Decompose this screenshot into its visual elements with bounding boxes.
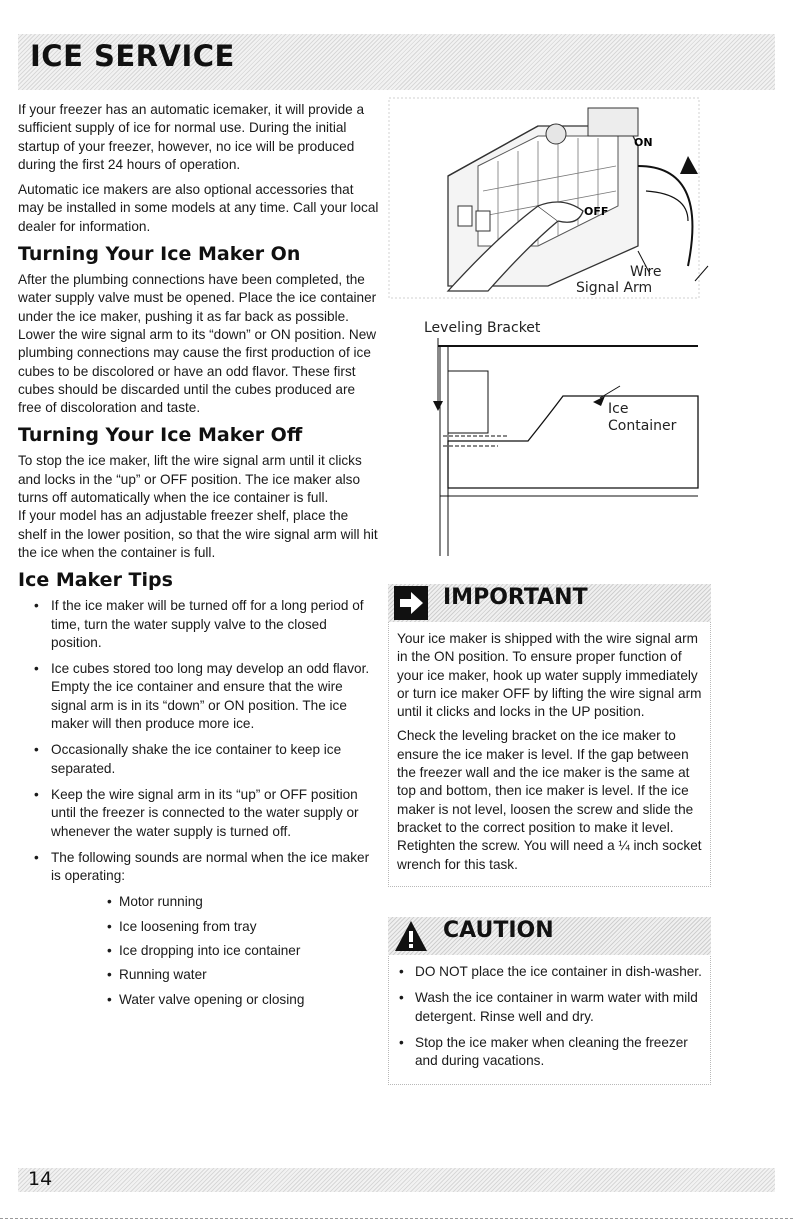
tips-list: [18, 597, 380, 1009]
list-item: • If the ice maker will be turned off for a long period of time, turn the water supply valve to the closed position.: [34, 597, 380, 652]
turning-on-paragraph: After the plumbing connections have been completed, the water supply valve must be opened. Place the ice container under the ice maker, pushing it as far back as possible. Lower the wire signal arm to its “down” or ON position. New plumbing connections may cause the first production of ice cubes to be discolored or have an odd flavor. These first cubes should be discarded until the cubes produced are free of discoloration and taste.: [18, 272, 377, 416]
list-item: • Running water: [107, 966, 380, 984]
signal-arm-label: Signal Arm: [576, 280, 653, 296]
leveling-bracket-label: Leveling Bracket: [424, 320, 541, 336]
important-box: [388, 584, 711, 887]
turning-off-heading: Turning Your Ice Maker Off: [18, 424, 303, 447]
tips-heading: Ice Maker Tips: [18, 569, 173, 592]
important-paragraph-1: Your ice maker is shipped with the wire signal arm in the ON position. To ensure proper function of your ice maker, hook up water supply immediately or turn ice maker OFF by lifting the wire signal arm until it clicks and locks in the UP position.: [397, 631, 702, 720]
page-number: 14: [28, 1168, 53, 1190]
important-body: [389, 622, 710, 886]
ice-maker-figure: [389, 98, 708, 298]
wire-label: Wire: [630, 264, 662, 280]
container-label: Container: [608, 418, 677, 434]
list-item: [34, 849, 380, 1009]
caution-box: [388, 917, 711, 1085]
page-footer: [18, 1168, 775, 1192]
caution-header: [388, 917, 711, 955]
caution-list: [397, 963, 702, 1070]
caution-body: [389, 955, 710, 1084]
off-label: OFF: [584, 205, 609, 218]
list-item: • Ice loosening from tray: [107, 918, 380, 936]
list-item: • DO NOT place the ice container in dish-washer.: [397, 963, 702, 981]
list-item: • Ice cubes stored too long may develop an odd flavor. Empty the ice container and ensure that the wire signal arm is in its “down” or ON position. The ice maker will then produce more ice.: [34, 660, 380, 733]
list-item: • Keep the wire signal arm in its “up” or OFF position until the freezer is connected to the water supply or whenever the water supply is turned off.: [34, 786, 380, 841]
page-title: ICE SERVICE: [30, 39, 235, 73]
list-item: • Wash the ice container in warm water with mild detergent. Rinse well and dry.: [397, 989, 702, 1026]
important-paragraph-2: Check the leveling bracket on the ice maker to ensure the ice maker is level. If the gap between the freezer wall and the ice maker is the same at top and bottom, then ice maker is level. If the ice maker is not level, loosen the screw and slide the bracket to the correct position to make it level. Retighten the screw. You will need a ¼ inch socket wrench for this task.: [397, 728, 702, 872]
list-item: • Water valve opening or closing: [107, 991, 380, 1009]
section-header: [18, 34, 775, 90]
intro-paragraph-1: If your freezer has an automatic icemaker, it will provide a sufficient supply of ice for normal use. During the initial startup of your freezer, however, no ice will be produced during the first 24 hours of operation.: [18, 102, 365, 172]
intro-paragraph-2: Automatic ice makers are also optional accessories that may be installed in some models at any time. Call your local dealer for information.: [18, 182, 379, 234]
ice-maker-illustration: [388, 96, 775, 556]
important-title: IMPORTANT: [443, 585, 588, 610]
warning-icon: [394, 919, 428, 953]
main-text-column: [18, 101, 380, 1017]
caution-title: CAUTION: [443, 918, 554, 943]
list-item: • Occasionally shake the ice container to keep ice separated.: [34, 741, 380, 778]
list-item: • Ice dropping into ice container: [107, 942, 380, 960]
list-item: • Motor running: [107, 893, 380, 911]
turning-off-paragraph-1: To stop the ice maker, lift the wire signal arm until it clicks and locks in the “up” or OFF position. The ice maker also turns off automatically when the ice container is full.: [18, 453, 362, 506]
on-label: ON: [634, 136, 653, 149]
list-item: • Stop the ice maker when cleaning the freezer and during vacations.: [397, 1034, 702, 1071]
important-header: [388, 584, 711, 622]
ice-label: Ice: [608, 401, 629, 417]
turning-on-heading: Turning Your Ice Maker On: [18, 243, 301, 266]
bottom-divider: [0, 1218, 793, 1219]
leveling-bracket-figure: [424, 320, 698, 556]
list-item-text: The following sounds are normal when the ice maker is operating:: [51, 849, 370, 884]
sounds-list: [51, 893, 380, 1008]
turning-off-paragraph-2: If your model has an adjustable freezer shelf, place the shelf in the lower position, so that the wire signal arm will hit the ice when the container is full.: [18, 508, 378, 560]
arrow-right-icon: [394, 586, 428, 620]
